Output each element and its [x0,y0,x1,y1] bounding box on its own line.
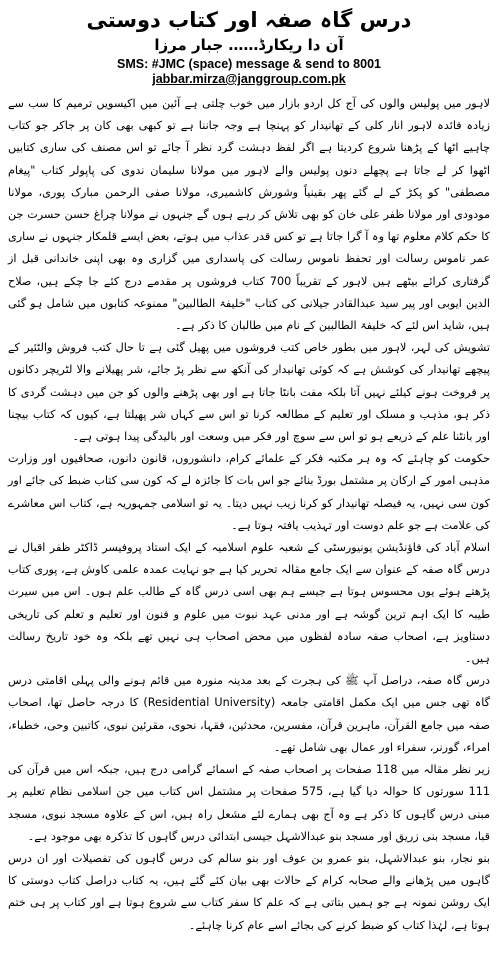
article-paragraph: اسلام آباد کی فاؤنڈیشن یونیورسٹی کے شعبہ علوم اسلامیہ کے ایک استاد پروفیسر ڈاکٹر ظفر اقبال نے درس گاہ صفہ کے عنوان سے ایک جامع مقالہ تحریر کیا ہے جو نہایت عمدہ علمی کاوش ہے، پوری کتاب پڑھتے ہوئے یوں محسوس ہوتا ہے جیسے ہم بھی اسی درس گاہ کے طالب علم ہوں۔ اس میں سیرت طیبہ کا ایک اہم ترین گوشہ ہے اور مدنی عہد نبوت میں علوم و فنون اور تعلیم و تعلم کی تاریخی دستاویز ہے، اصحاب صفہ سادہ لفظوں میں محض اصحاب ہی نہیں تھے بلکہ وہ خود تاریخ رسالت ہیں۔ [8,541,490,666]
article-body [8,93,490,937]
article-paragraph: تشویش کی لہر، لاہور میں بطور خاص کتب فروشوں میں پھیل گئی ہے تا حال کتب فروش والٹئیر کے پیچھے تھانیدار کی کوشش ہے کہ کوئی تھانیدار کی آنکھ سے نظر پڑ جائے، شر پھیلانے والا لٹریچر دکانوں پر فروخت ہونے کیلئے نہیں آتا بلکہ مفت بانٹا جاتا ہے اور بھی پڑھنے والوں کو جن میں دہشت گردی کا ذکر ہو، مذہب و مسلک اور تعلیم کے مطالعہ کرنا تو اس سے کہاں شر پھیلتا ہے، کیوں کہ کتاب بیچنا اور بانٹنا علم کے ذریعے ہو تو اس سے سوچ اور فکر میں وسعت اور بالیدگی پیدا ہوتی ہے۔ [8,341,490,444]
article-paragraph: لاہور میں پولیس والوں کی آج کل اردو بازار میں خوب چلتی ہے آئین میں اکیسویں ترمیم کا سب سے زیادہ فائدہ لاہور انار کلی کے تھانیدار کو پہنچا ہے وجہ جاننا ہے تو کبھی بھی کان پر جاکر جو کتاب چاہیے اٹھا کے پڑھنا شروع کردیتا ہے اگر لفظ دہشت گرد نظر آ جائے تو اس مصنف کی ساری کتابیں اٹھوا کر لے جاتا ہے پچھلے دنوں پولیس والے لاہور میں مولانا سلیمان ندوی کی پاپولر کتاب "پیغام مصطفی" کو پکڑ کے لے گئے پھر بقینیاً وشورش کاشمیری، مولانا صفی الرحمن مبارک پوری، مولانا مودودی اور مولانا ظفر علی خان کو بھی تلاش کر رہے ہوں گے جنہوں نے مولانا چراغ حسن حسرت جن کا حکم کلام معلوم تھا وہ آ گرا جاتا ہے تو کس قدر عذاب میں ہوتے، بعض ایسے قلمکار جنہوں نے ساری عمر ناموس رسالت اور تحفظ ناموس رسالت کی پاسداری میں گزاری وہ بھی اپنی خاندانی قبل از گرفتاری کرائے بیٹھے ہیں لاہور کے تقریباً 700 کتاب فروشوں پر مقدمے درج کئے جا چکے ہیں، صلاح الدین ایوبی اور پیر سید عبدالقادر جیلانی کی کتاب "خلیفۃ الطالبین" ممنوعہ کتابوں میں شامل ہو گئی ہیں، شاید اس لئے کہ خلیفۃ الطالبین کے نام میں طالبان کا ذکر ہے۔ [8,97,490,333]
sms-instruction: SMS: #JMC (space) message & send to 8001 [117,57,381,71]
article-paragraph: زیر نظر مقالہ میں 118 صفحات پر اصحاب صفہ کے اسمائے گرامی درج ہیں، جبکہ اس میں قرآن کی 111 سورتوں کا حوالہ دیا گیا ہے، 575 صفحات پر مشتمل اس کتاب میں جن اسلامی نظام تعلیم پر مبنی درس گاہوں کا ذکر ہے وہ آج بھی ہمارے لئے مشعل راہ ہیں، اس کے علاوہ مسجد نبوی، مسجد قبا، مسجد بنی زریق اور مسجد بنو عبدالاشہل جیسی ابتدائی درس گاہوں کا تذکرہ بھی موجود ہے۔ [8,763,490,843]
article-header [8,8,490,87]
article-paragraph: بنو نجار، بنو عبدالاشہل، بنو عمرو بن عوف اور بنو سالم کی درس گاہوں کی تفصیلات اور ان درس گاہوں میں پڑھانے والے صحابہ کرام کے حالات بھی بیان کئے گئے ہیں، یہ کتاب دراصل کتاب دوستی کا ایک روشن نمونہ ہے جو ہمیں بتاتی ہے کہ علم کا سفر کتاب سے شروع ہوتا ہے اور کتاب پر ہی ختم ہوتا ہے، لہٰذا کتاب کو ضبط کرنے کی بجائے اسے عام کرنا چاہئے۔ [8,851,490,932]
article-title: درس گاہ صفہ اور کتاب دوستی [86,8,412,32]
article-byline: آن دا ریکارڈ…… جبار مرزا [154,36,344,54]
author-email[interactable]: jabbar.mirza@janggroup.com.pk [152,72,346,86]
article-paragraph: درس گاہ صفہ، دراصل آپ ﷺ کی ہجرت کے بعد مدینہ منورہ میں قائم ہونے والی پہلی اقامتی درس گاہ تھی جس میں ایک مکمل اقامتی جامعہ (Residential University) کا درجہ حاصل تھا، اصحاب صفہ میں جامع القرآن، ماہرین قرآن، مفسرین، محدثین، فقہا، نحوی، مقرئین نبوی، کاتبین وحی، خطباء، امراء، گورنر، سفراء اور عمال بھی شامل تھے۔ [8,674,490,754]
article-paragraph: حکومت کو چاہئے کہ وہ ہر مکتبہ فکر کے علمائے کرام، دانشوروں، قانون دانوں، صحافیوں اور وزارت مذہبی امور کے ارکان پر مشتمل بورڈ بنائے جو اس بات کا جائزہ لے کہ کون سی کتاب ضبط کی جائے اور کون سی نہیں، یہ فیصلہ تھانیدار کو کرنا زیب نہیں دیتا۔ یہ تو اسلامی جمہوریہ ہے، کتاب اس معاشرے کی علامت ہے جو علم دوست اور تہذیب یافتہ ہوتا ہے۔ [8,452,490,532]
